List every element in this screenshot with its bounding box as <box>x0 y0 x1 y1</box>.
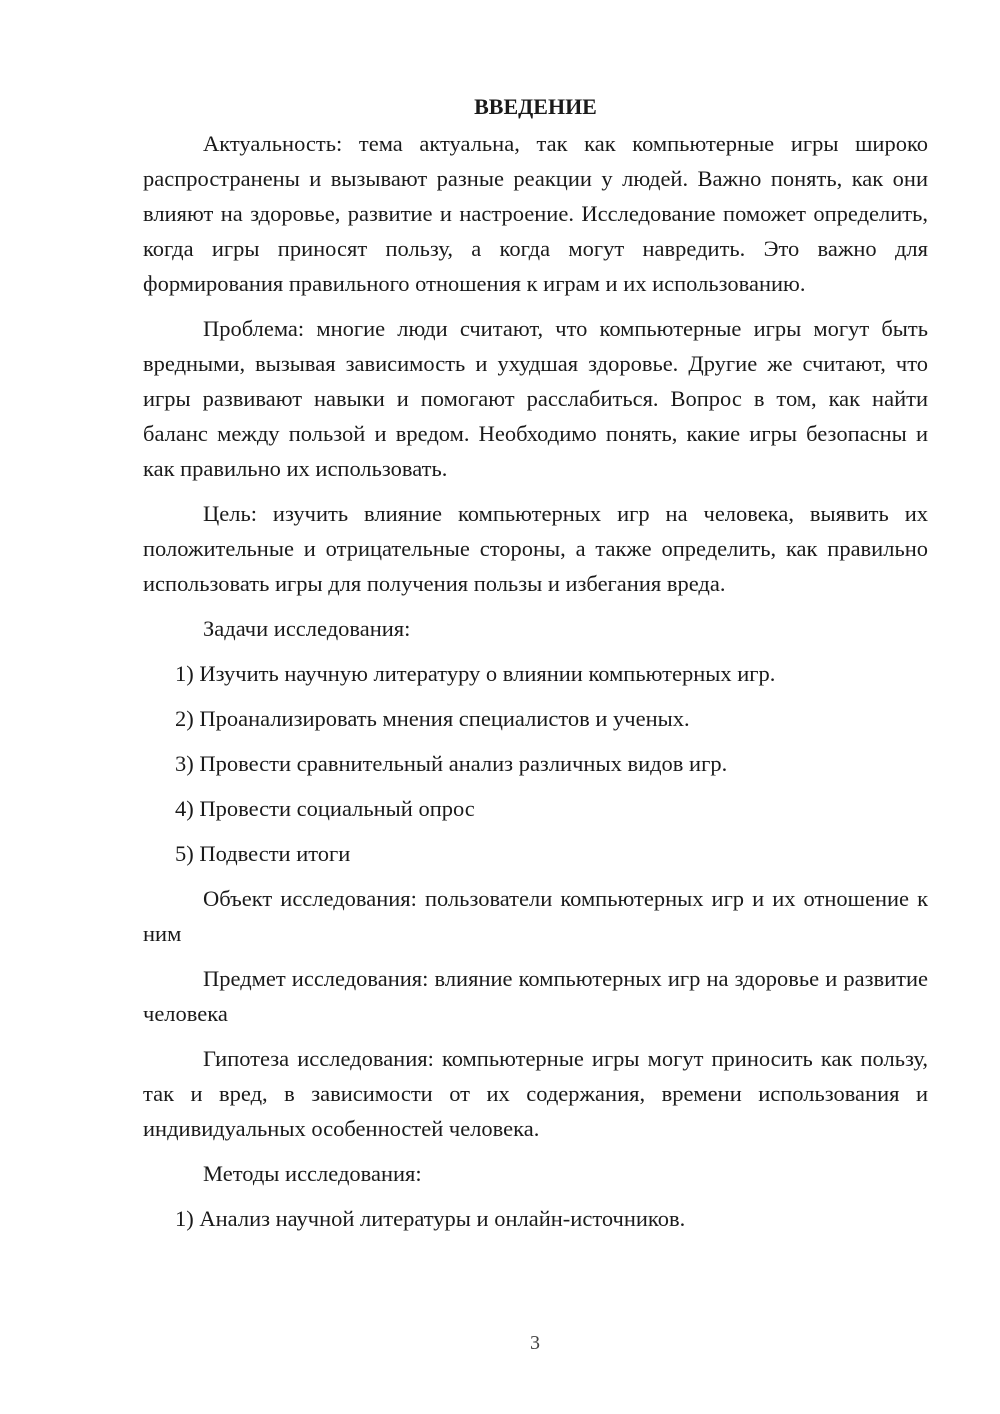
tasks-list <box>143 656 928 871</box>
hypothesis-paragraph: Гипотеза исследования: компьютерные игры могут приносить как пользу, так и вред, в зависимости от их содержания, времени использования и индивидуальных особенностей человека. <box>143 1046 928 1141</box>
tasks-heading: Задачи исследования: <box>203 616 411 641</box>
list-item: 2) Проанализировать мнения специалистов и ученых. <box>175 706 690 731</box>
list-item: 5) Подвести итоги <box>175 841 351 866</box>
goal-paragraph: Цель: изучить влияние компьютерных игр на человека, выявить их положительные и отрицательные стороны, а также определить, как правильно использовать игры для получения пользы и избегания вреда. <box>143 501 928 596</box>
document-page <box>143 92 928 1246</box>
methods-list <box>143 1201 928 1236</box>
problem-paragraph: Проблема: многие люди считают, что компьютерные игры могут быть вредными, вызывая зависимость и ухудшая здоровье. Другие же считают, что игры развивают навыки и помогают расслабиться. Вопрос в том, как найти баланс между пользой и вредом. Необходимо понять, какие игры безопасны и как правильно их использовать. <box>143 316 928 481</box>
list-item: 4) Провести социальный опрос <box>175 796 475 821</box>
list-item: 1) Изучить научную литературу о влиянии компьютерных игр. <box>175 661 776 686</box>
methods-heading: Методы исследования: <box>203 1161 422 1186</box>
page-number: 3 <box>530 1332 540 1354</box>
page-title: ВВЕДЕНИЕ <box>474 94 597 119</box>
subject-paragraph: Предмет исследования: влияние компьютерных игр на здоровье и развитие человека <box>143 966 928 1026</box>
list-item: 1) Анализ научной литературы и онлайн-источников. <box>175 1206 686 1231</box>
list-item: 3) Провести сравнительный анализ различных видов игр. <box>175 751 728 776</box>
object-paragraph: Объект исследования: пользователи компьютерных игр и их отношение к ним <box>143 886 928 946</box>
relevance-paragraph: Актуальность: тема актуальна, так как компьютерные игры широко распространены и вызывают разные реакции у людей. Важно понять, как они влияют на здоровье, развитие и настроение. Исследование поможет определить, когда игры приносят пользу, а когда могут навредить. Это важно для формирования правильного отношения к играм и их использованию. <box>143 131 928 296</box>
